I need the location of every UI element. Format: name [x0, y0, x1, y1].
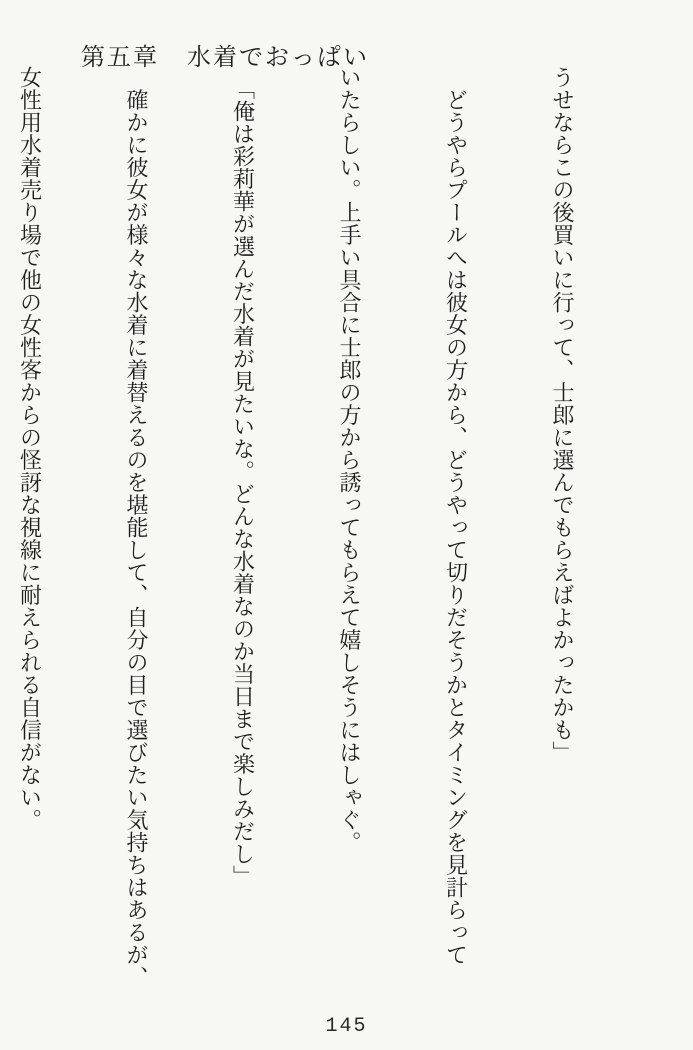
text-column: いたらしい。上手い具合に士郎の方から誘ってもらえて嬉しそうにはしゃぐ。 — [337, 66, 362, 854]
chapter-title-label: 水着でおっぱい — [187, 45, 369, 71]
text-column: 確かに彼女が様々な水着に着替えるのを堪能して、自分の目で選びたい気持ちはあるが、 — [124, 66, 149, 989]
page-text — [17, 66, 651, 1008]
chapter-number-label: 第五章 — [81, 45, 159, 71]
text-column: どうやらプールへは彼女の方から、どうやって切りだそうかとタイミングを見計らって — [443, 66, 469, 966]
text-column: 女性用水着売り場で他の女性客からの怪訝な視線に耐えられる自信がない。 — [17, 66, 43, 831]
text-column: 「俺は彩莉華が選んだ水着が見たいな。どんな水着なのか当日まで楽しみだし」 — [230, 66, 256, 888]
text-column: うせならこの後買いに行って、士郎に選んでもらえばよかったかも」 — [550, 66, 575, 764]
page-number: 145 — [325, 1015, 368, 1038]
